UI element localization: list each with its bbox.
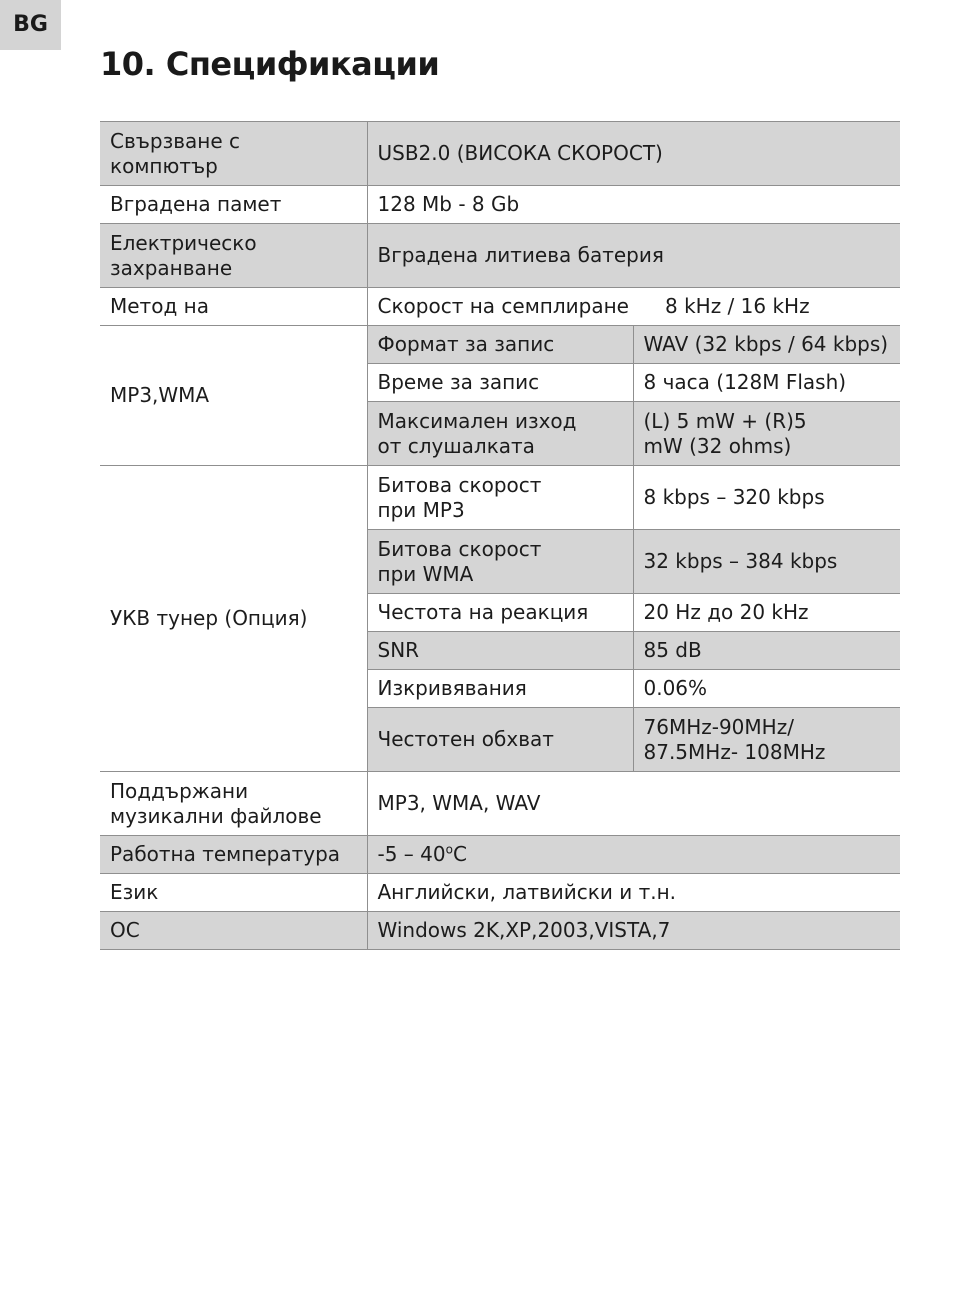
sub-label: Битова скорост при MP3 — [367, 466, 633, 530]
table-row — [100, 224, 900, 288]
sub-label: Изкривявания — [367, 670, 633, 708]
spec-value: Вградена литиева батерия — [367, 224, 900, 288]
spec-label: MP3,WMA — [100, 326, 367, 466]
spec-label: Поддържани музикални файлове — [100, 772, 367, 836]
sub-value: 20 Hz до 20 kHz — [633, 594, 900, 632]
sub-label: Скорост на семплиране — [377, 294, 629, 318]
spec-value: -5 – 40$^o$C — [367, 836, 900, 874]
spec-label: ОС — [100, 912, 367, 950]
spec-label: Работна температура — [100, 836, 367, 874]
table-row — [100, 186, 900, 224]
table-row — [100, 288, 900, 326]
sub-label: Честота на реакция — [367, 594, 633, 632]
table-row — [100, 122, 900, 186]
sub-label: SNR — [367, 632, 633, 670]
spec-value: 128 Mb - 8 Gb — [367, 186, 900, 224]
spec-value: USB2.0 (ВИСОКА СКОРОСТ) — [367, 122, 900, 186]
table-row — [100, 912, 900, 950]
table-row — [100, 466, 900, 530]
spec-label: Език — [100, 874, 367, 912]
sub-value: 32 kbps – 384 kbps — [633, 530, 900, 594]
sub-label: Честотен обхват — [367, 708, 633, 772]
sub-label: Формат за запис — [367, 326, 633, 364]
sub-label: Максимален изход от слушалката — [367, 402, 633, 466]
table-row — [100, 874, 900, 912]
spec-label: УКВ тунер (Опция) — [100, 466, 367, 772]
sub-value: 8 kHz / 16 kHz — [664, 294, 810, 318]
specifications-table — [100, 121, 900, 950]
spec-value: MP3, WMA, WAV — [367, 772, 900, 836]
sub-value: 0.06% — [633, 670, 900, 708]
sub-value: 76MHz-90MHz/ 87.5MHz- 108MHz — [633, 708, 900, 772]
sub-label: Битова скорост при WMA — [367, 530, 633, 594]
sub-value: 8 часа (128M Flash) — [633, 364, 900, 402]
sub-value: 85 dB — [633, 632, 900, 670]
spec-label: Метод на — [100, 288, 367, 326]
table-row — [100, 772, 900, 836]
spec-value: Английски, латвийски и т.н. — [367, 874, 900, 912]
language-tab: BG — [0, 0, 61, 50]
spec-label: Електрическо захранване — [100, 224, 367, 288]
spec-label: Свързване с компютър — [100, 122, 367, 186]
sub-value: 8 kbps – 320 kbps — [633, 466, 900, 530]
spec-value: Windows 2K,XP,2003,VISTA,7 — [367, 912, 900, 950]
table-row — [100, 836, 900, 874]
page-title: 10. Спецификации — [100, 45, 440, 83]
table-row — [100, 326, 900, 364]
sub-value: WAV (32 kbps / 64 kbps) — [633, 326, 900, 364]
sub-label: Време за запис — [367, 364, 633, 402]
spec-label: Вградена памет — [100, 186, 367, 224]
sub-value: (L) 5 mW + (R)5 mW (32 ohms) — [633, 402, 900, 466]
spec-value — [367, 288, 900, 326]
